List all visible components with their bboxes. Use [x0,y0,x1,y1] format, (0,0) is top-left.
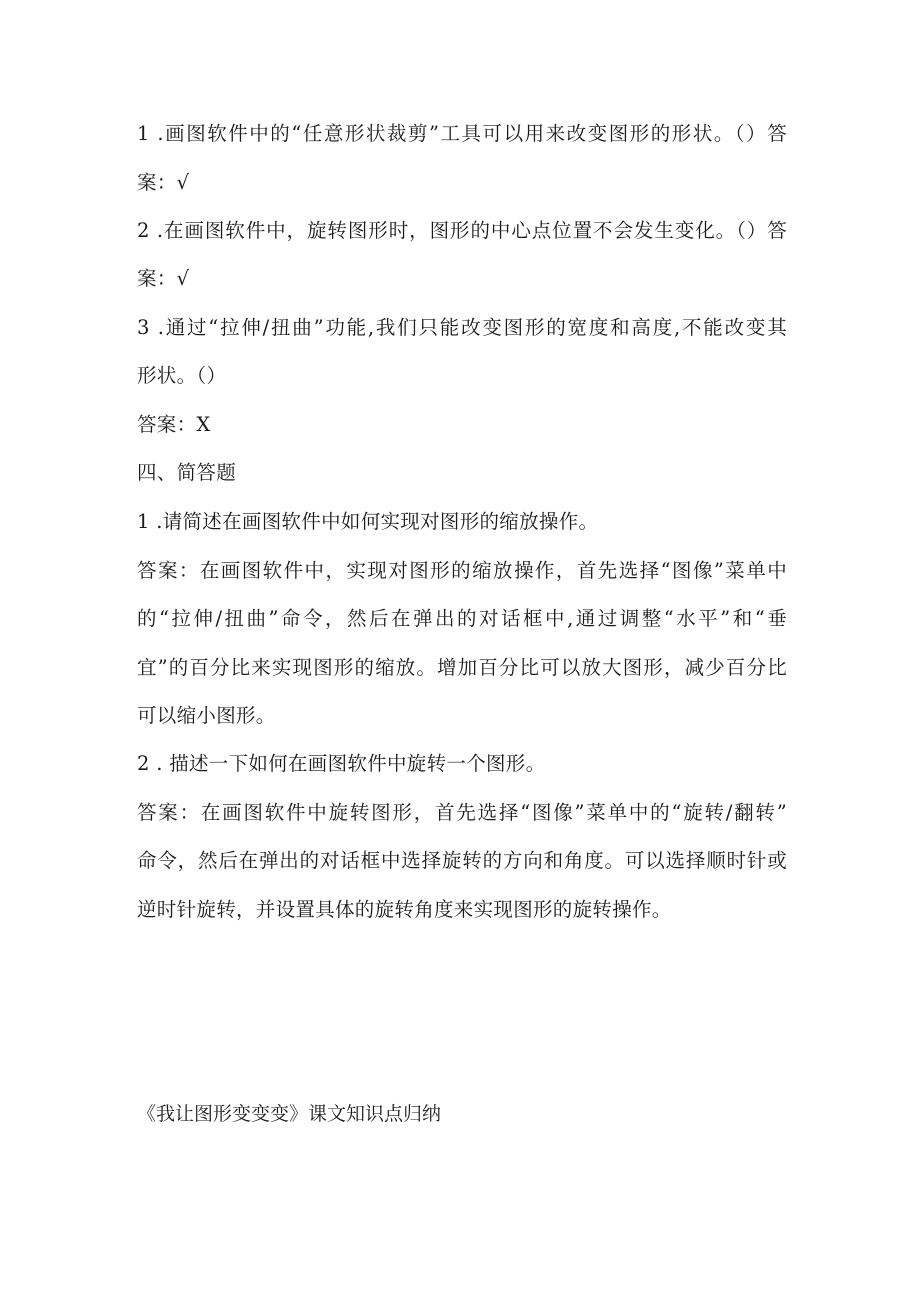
sa-answer-2-line-3: 逆时针旋转，并设置具体的旋转角度来实现图形的旋转操作。 [137,898,672,921]
tf-question-3-cont: 形状。（） [137,364,227,387]
sa-question-1: 1 .请简述在画图软件中如何实现对图形的缩放操作。 [137,510,599,533]
tf-answer-2: 案：√ [137,267,190,290]
tf-question-1: 1 .画图软件中的“任意形状裁剪”工具可以用来改变图形的形状。（）答 [137,122,787,145]
sa-answer-2-line-2: 命令，然后在弹出的对话框中选择旋转的方向和角度。可以选择顺时针或 [137,849,787,872]
sa-answer-1-line-3: 宜”的百分比来实现图形的缩放。增加百分比可以放大图形，减少百分比 [137,656,787,679]
tf-question-2: 2 .在画图软件中，旋转图形时，图形的中心点位置不会发生变化。（）答 [137,219,787,242]
section-title: 《我让图形变变变》课文知识点归纳 [137,1103,442,1125]
section-heading: 四、简答题 [137,461,237,484]
tf-answer-3: 答案：X [137,413,211,436]
sa-answer-1-line-2: 的“拉伸/扭曲”命令，然后在弹出的对话框中,通过调整“水平”和“垂 [137,607,787,630]
sa-answer-1-line-1: 答案：在画图软件中，实现对图形的缩放操作，首先选择“图像”菜单中 [137,559,787,582]
sa-answer-1-line-4: 可以缩小图形。 [137,704,276,727]
tf-question-3: 3 .通过“拉伸/扭曲”功能,我们只能改变图形的宽度和高度,不能改变其 [137,316,787,339]
sa-question-2: 2 . 描述一下如何在画图软件中旋转一个图形。 [137,752,546,775]
sa-answer-2-line-1: 答案：在画图软件中旋转图形，首先选择“图像”菜单中的“旋转/翻转” [137,801,787,824]
tf-answer-1: 案：√ [137,171,190,194]
